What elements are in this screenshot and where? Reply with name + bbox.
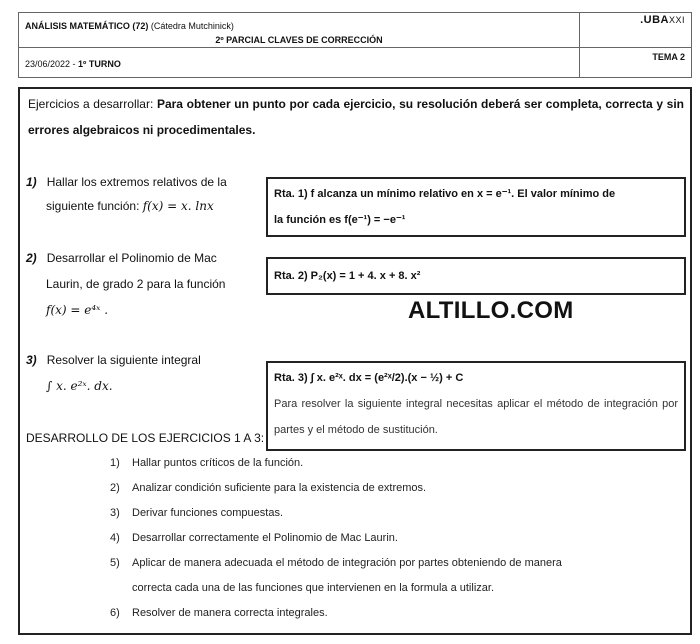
header-logo-cell <box>579 12 692 48</box>
list-item: 6) Resolver de manera correcta integrales. <box>110 607 328 619</box>
tema-label: TEMA 2 <box>652 52 685 62</box>
exam-title: 2º PARCIAL CLAVES DE CORRECCIÓN <box>215 35 383 45</box>
exam-body <box>18 87 692 635</box>
answer-box-2 <box>266 257 686 295</box>
exercise-2-function: f(x) = e⁴ˣ . <box>46 303 109 317</box>
answer-1-line2: la función es f(e⁻¹) = −e⁻¹ <box>274 214 406 226</box>
exam-header <box>18 12 692 78</box>
exercise-2-line2: Laurin, de grado 2 para la función <box>46 277 226 291</box>
answer-3: Rta. 3) ∫ x. e²ˣ. dx = (e²ˣ/2).(x − ½) + C <box>274 372 464 384</box>
exercise-1: 1) Hallar los extremos relativos de la <box>26 175 227 189</box>
answer-1-line1: Rta. 1) f alcanza un mínimo relativo en x = e⁻¹. El valor mínimo de <box>274 188 616 200</box>
watermark: ALTILLO.COM <box>408 297 574 324</box>
development-title: DESARROLLO DE LOS EJERCICIOS 1 A 3: <box>26 431 265 445</box>
course-name: ANÁLISIS MATEMÁTICO (72) (Cátedra Mutchinick) <box>25 21 234 31</box>
answer-box-3 <box>266 361 686 451</box>
answer-2: Rta. 2) P₂(x) = 1 + 4. x + 8. x² <box>274 270 421 282</box>
header-date-cell <box>18 47 580 78</box>
list-item: correcta cada una de las funciones que intervienen en la formula a utilizar. <box>132 582 494 594</box>
list-item: 4) Desarrollar correctamente el Polinomio de Mac Laurin. <box>110 532 398 544</box>
instructions: Ejercicios a desarrollar: Para obtener un punto por cada ejercicio, su resolución deberá ser completa, correcta y sin errores algebraicos ni procedimentales. <box>28 97 684 137</box>
exercise-1-line2: siguiente función: f(x) = x. lnx <box>46 199 214 213</box>
list-item: 5) Aplicar de manera adecuada el método de integración por partes obteniendo de manera <box>110 557 562 569</box>
list-item: 3) Derivar funciones compuestas. <box>110 507 284 519</box>
exam-date: 23/06/2022 - 1º TURNO <box>25 59 121 69</box>
uba-logo: .UBAXXI <box>640 14 685 26</box>
exercise-3-integral: ∫ x. e²ˣ. dx. <box>46 379 113 393</box>
exercise-3: 3) Resolver la siguiente integral <box>26 353 201 367</box>
list-item: 2) Analizar condición suficiente para la existencia de extremos. <box>110 482 427 494</box>
list-item: 1) Hallar puntos críticos de la función. <box>110 457 304 469</box>
header-course-cell <box>18 12 580 48</box>
answer-3-note: Para resolver la siguiente integral necesitas aplicar el método de integración por partes y el método de sustitución. <box>274 398 678 436</box>
exercise-2: 2) Desarrollar el Polinomio de Mac <box>26 251 217 265</box>
header-tema-cell <box>579 47 692 78</box>
answer-box-1 <box>266 177 686 237</box>
